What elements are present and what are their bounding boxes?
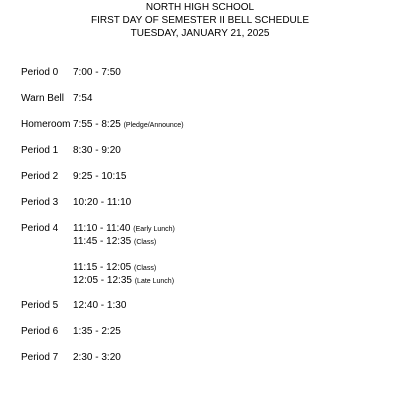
time-range: 8:30 - 9:20 [73,145,121,156]
time-note: (Class) [133,265,157,272]
period-label: Period 7 [21,352,59,363]
time-line [73,235,156,249]
time-range: 7:55 - 8:25 [73,119,121,130]
schedule-header [0,1,400,40]
time-range: 10:20 - 11:10 [73,197,132,208]
time-range: 1:35 - 2:25 [73,326,121,337]
time-range: 12:05 - 12:35 [73,275,132,286]
time-line [73,261,156,275]
time-line [73,92,92,105]
time-range: 11:15 - 12:05 [73,262,132,273]
time-line [73,351,121,364]
period-label: Period 3 [21,197,59,208]
time-line [73,274,174,288]
time-line [73,196,131,209]
time-range: 11:45 - 12:35 [73,236,132,247]
time-line [73,170,126,183]
time-line [73,66,121,79]
time-line [73,299,126,312]
period-label: Period 2 [21,171,59,182]
period-label: Period 1 [21,145,59,156]
time-range: 12:40 - 1:30 [73,300,127,311]
time-range: 7:54 [73,93,93,104]
schedule-title: FIRST DAY OF SEMESTER II BELL SCHEDULE [90,15,310,26]
period-label: Period 6 [21,326,59,337]
time-line [73,222,175,236]
period-label: Period 5 [21,300,59,311]
period-label: Period 0 [21,67,59,78]
period-label: Period 4 [21,223,59,234]
time-line [73,118,184,132]
period-label: Homeroom [21,119,71,130]
time-range: 9:25 - 10:15 [73,171,127,182]
time-range: 2:30 - 3:20 [73,352,121,363]
time-note: (Pledge/Announce) [123,122,184,129]
time-note: (Early Lunch) [133,226,175,233]
schedule-date: TUESDAY, JANUARY 21, 2025 [130,28,270,39]
time-note: (Late Lunch) [134,278,175,285]
time-line [73,325,121,338]
time-range: 11:10 - 11:40 [73,223,131,234]
time-note: (Class) [133,239,157,246]
period-label: Warn Bell [21,93,64,104]
school-name: NORTH HIGH SCHOOL [145,2,255,13]
time-line [73,144,121,157]
time-range: 7:00 - 7:50 [73,67,121,78]
